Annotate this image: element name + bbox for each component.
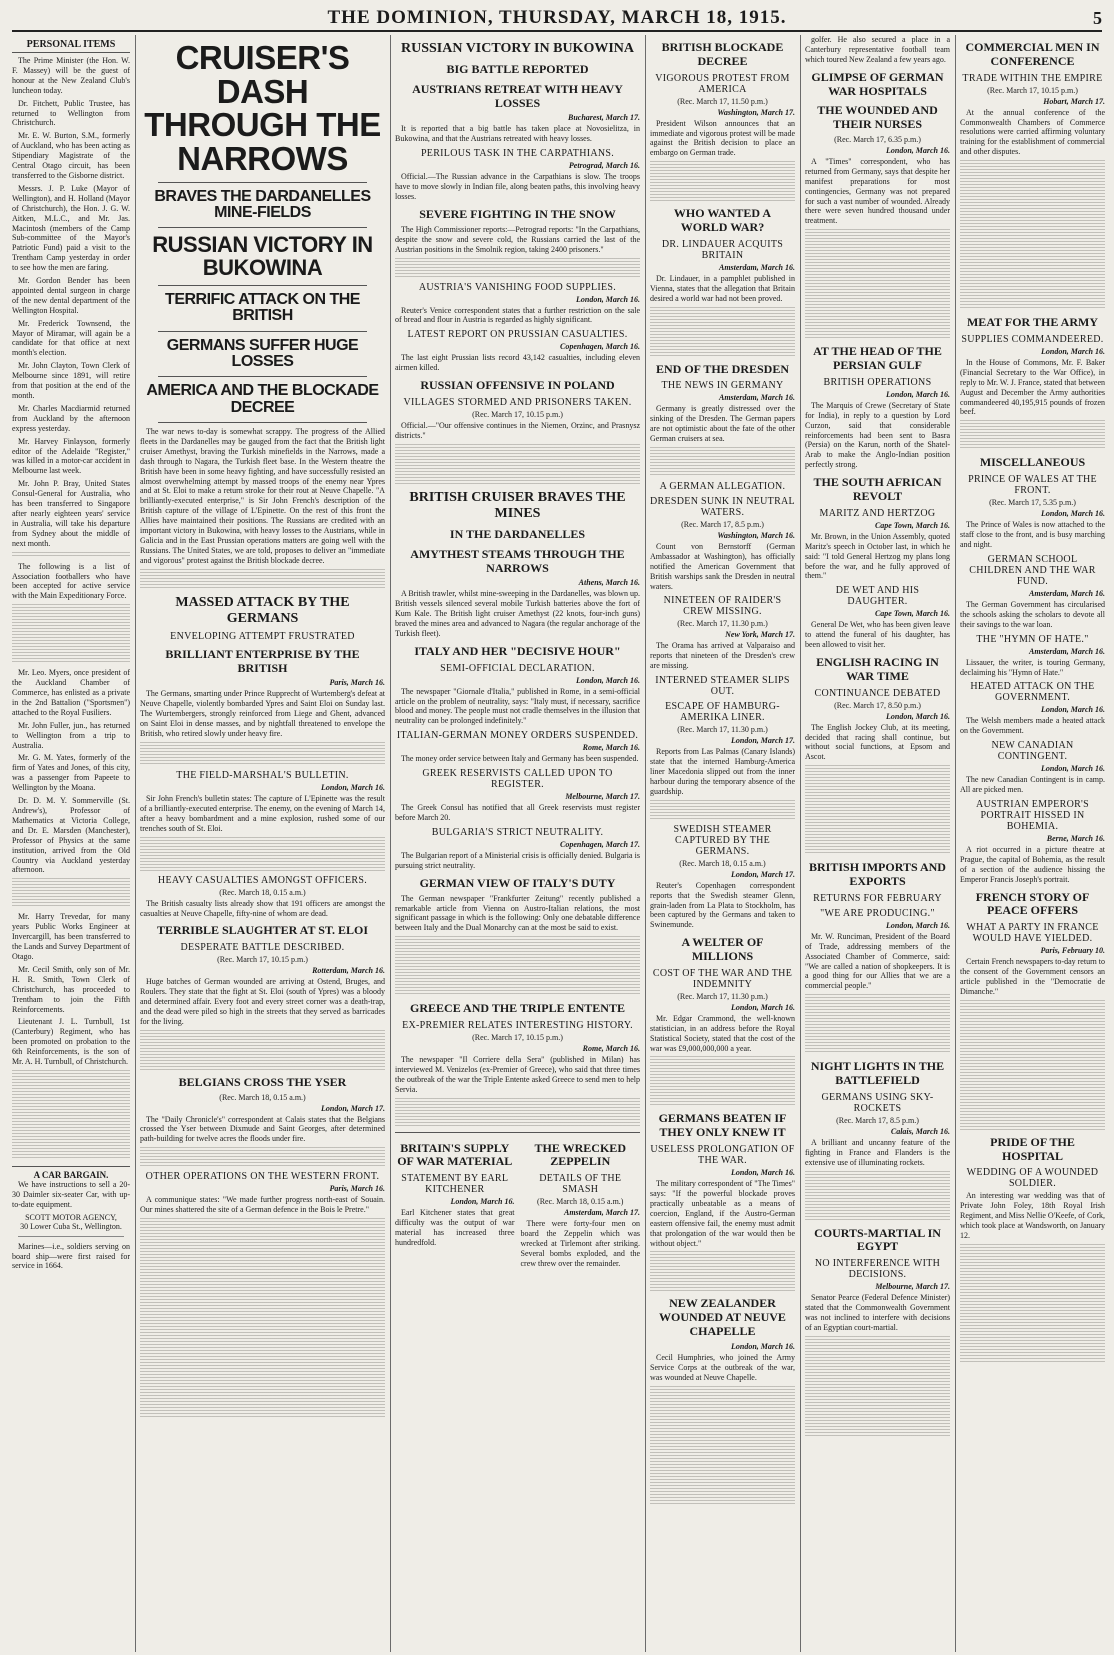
story-text: Lissauer, the writer, is touring Germany, declaiming his "Hymn of Hate." [960,657,1105,677]
story-text: Mr. Brown, in the Union Assembly, quoted Maritz's speech in October last, in which he said: "I told General Hertzog my plans long before the war, and he fully approved of them." [805,531,950,581]
story-headline: THE FIELD-MARSHAL'S BULLETIN. [176,770,349,781]
story-headline: MASSED ATTACK BY THE GERMANS [175,594,350,626]
personal-item: Dr. D. M. Y. Sommerville (St. Andrew's), Professor of Mathematics at Victoria College, and Dr. E. Marsden (Manchester), Professor of Physics at the same institution, arrived from the Old Country via Auckland yesterday afternoon. [12,796,130,875]
story-headline: END OF THE DRESDEN [655,361,790,376]
story-text: An interesting war wedding was that of Private John Foley, 18th Royal Irish Regiment, and Miss Nellie O'Keefe, of Cork, which took place at Wandsworth, on January 12. [960,1191,1105,1241]
story-headline: NINETEEN OF RAIDER'S CREW MISSING. [663,595,782,618]
dateline: London, March 16. [320,783,385,792]
story-headline: SEVERE FIGHTING IN THE SNOW [419,207,616,222]
dateline: Calais, March 16. [890,1126,950,1136]
story-text: Reuter's Copenhagen correspondent reports that the Swedish steamer Glenn, grain-laden from La Plata to Stockholm, has been captured by the Germans and taken to Swinemunde. [650,880,795,930]
personal-item: Messrs. J. P. Luke (Mayor of Wellington), and H. Holland (Mayor of Christchurch), the Hon. J. G. W. Aitken, M.L.C., and Mr. Jas. Macintosh (members of the Camp Sub-committee of the Mayor's Patriotic Fund) paid a visit to the Trentham Camp yesterday in order to see how the men are faring. [12,183,130,273]
story-headline: GERMAN SCHOOL CHILDREN AND THE WAR FUND. [969,553,1096,587]
story-subhead: THE NEWS IN GERMANY [661,380,784,392]
dateline: London, March 17. [320,1103,385,1113]
story-text: The Marquis of Crewe (Secretary of State for India), in reply to a question by Lord Curzon, said that considerable reinforcements had been sent to Basra (Persia) on the Karun, north of the Shatel-Arab to make the Anglo-Indian position perfectly strong. [805,400,950,470]
story-text: The new Canadian Contingent is in camp. All are picked men. [960,775,1105,795]
dateline: London, March 16. [575,294,640,304]
dateline: London, March 16. [1040,764,1105,774]
story-text: Reuter's Venice correspondent states that a further restriction on the sale of bread and flour in Austria is regarded as highly significant. [395,305,640,325]
personal-item: The following is a list of Association footballers who have been accepted for active service with the Main Expeditionary Force. [12,561,130,601]
personal-item: Mr. Charles Macdiarmid returned from Auckland by the afternoon express yesterday. [12,403,130,433]
dateline: Copenhagen, March 16. [559,342,640,352]
story-text: Certain French newspapers to-day return to the consent of the Government censors an article published in the "Democratie de Dimanche." [960,957,1105,996]
story-text: Mr. W. Runciman, President of the Board of Trade, addressing members of the Associated Chamber of Commerce, said: "We are called a nation of shopkeepers. It is a good thing for our Allies that we are a commercial people." [805,931,950,991]
story-subhead: NO INTERFERENCE WITH DECISIONS. [814,1258,941,1281]
personal-item: Mr. E. W. Burton, S.M., formerly of Auckland, who has been acting as Stipendiary Magistrate of the Central Otago circuit, has been transferred to the Gisborne district. [12,131,130,180]
deck-headline: BRAVES THE DARDANELLES MINE-FIELDS [154,187,371,221]
deck-headline: TERRIFIC ATTACK ON THE BRITISH [165,291,360,325]
story-headline: BRITISH CRUISER BRAVES THE MINES [409,489,626,521]
story-subhead: DRESDEN SUNK IN NEUTRAL WATERS. [650,495,795,518]
received-time: (Rec. March 17, 10.15 p.m.) [472,1033,563,1043]
dateline: Amsterdam, March 16. [1028,646,1105,656]
story-text: A British trawler, whilst mine-sweeping in the Dardanelles, was blown up. British vessels silenced several mobile Turkish batteries above the fort of Kum Kale. The British light cruiser Amethyst (22 knots, four-inch guns) braved the mines area and advanced to Nagara (the regular anchorage of the Turkish fleet). [395,589,640,638]
story-subhead: DESPERATE BATTLE DESCRIBED. [180,942,345,954]
personal-item: Mr. John P. Bray, United States Consul-General for Australia, who has been transferred to Singapore after nearly eighteen years' service in Australia, will take his departure from Sydney about the middle of next month. [12,479,130,548]
personal-item: The Prime Minister (the Hon. W. F. Massey) will be the guest of honour at the New Zealand Club's luncheon today. [12,56,130,95]
war-material-story [395,1136,515,1272]
story-text: Huge batches of German wounded are arriving at Ostend, Bruges, and Roulers. They state that the fight at St. Eloi (south of Ypres) was a bloody and determined affair. Every foot and every street corner was a death-trap, and the dead were piled so high in the streets that they served as barricades for the living. [140,977,385,1026]
story-text: The "Daily Chronicle's" correspondent at Calais states that the Belgians crossed the Yser between Dixmude and Saint Georges, after determined path-building for twelve acres the floods under fire. [140,1114,385,1144]
story-subhead: BRILLIANT ENTERPRISE BY THE BRITISH [165,646,360,675]
story-headline: PRIDE OF THE HOSPITAL [990,1134,1075,1163]
story-headline: RUSSIAN VICTORY IN BUKOWINA [400,41,635,56]
story-headline: AT THE HEAD OF THE PERSIAN GULF [813,344,942,373]
story-headline: A WELTER OF MILLIONS [681,935,764,964]
story-text: Sir John French's bulletin states: The capture of L'Epinette was the result of a brilliantly-executed enterprise. The enemy, on the evening of March 14, after a heavy bombardment and a mine explosion, rushed some of our trenches south of St. Eloi. [140,794,385,833]
story-headline: A GERMAN ALLEGATION. [659,480,786,492]
dateline: London, March 16. [730,1002,795,1012]
dateline: Paris, February 10. [1040,946,1105,956]
story-text: In the House of Commons, Mr. F. Baker (Financial Secretary to the War Office), in reply to Mr. W. J. France, stated that between August and December the Army authorities commandeered 40,195,915 pounds of frozen beef. [960,357,1105,417]
car-advertisement [12,1166,130,1231]
story-subhead: AUSTRIANS RETREAT WITH HEAVY LOSSES [412,81,623,110]
ad-agency: SCOTT MOTOR AGENCY, [25,1212,117,1222]
story-headline: DE WET AND HIS DAUGHTER. [835,585,920,608]
story-headline: BRITAIN'S SUPPLY OF WAR MATERIAL [397,1140,513,1169]
column-hospitals-racing [800,35,950,1652]
story-headline: NEW ZEALANDER WOUNDED AT NEUVE CHAPELLE [659,1296,786,1339]
dateline: London, March 16. [575,675,640,685]
personal-item: Mr. Harry Trevedar, for many years Public Works Engineer at Invercargill, has been transferred to the Lands and Survey Department of Otago. [12,912,130,961]
story-subhead: TRADE WITHIN THE EMPIRE [962,72,1103,84]
received-time: (Rec. March 17, 11.30 p.m.) [677,725,768,735]
story-subhead: BIG BATTLE REPORTED [446,62,589,77]
story-headline: COURTS-MARTIAL IN EGYPT [814,1225,941,1254]
personal-item: Mr. Gordon Bender has been appointed dental surgeon in charge of the new dental department of the Wellington Hospital. [12,276,130,315]
story-text: A "Times" correspondent, who has returned from Germany, says that despite her manifest preparations for most contingencies, Germany was not prepared for such a vast number of wounded. Already there were seven hundred thousand under treatment. [805,156,950,226]
story-text: The Orama has arrived at Valparaiso and reports that nineteen of the Dresden's crew are missing. [650,641,795,671]
story-subhead: GERMANS USING SKY-ROCKETS [821,1091,934,1114]
received-time: (Rec. March 17, 8.5 p.m.) [836,1115,919,1125]
dateline: London, March 16. [1040,346,1105,356]
dateline: Berne, March 16. [1046,834,1105,844]
dateline: London, March 16. [885,711,950,721]
story-subhead: MARITZ AND HERTZOG [819,507,936,519]
dateline: London, March 16. [1040,705,1105,715]
story-subhead: WEDDING OF A WOUNDED SOLDIER. [966,1167,1099,1190]
page-number: 5 [1093,7,1102,28]
story-headline: PRINCE OF WALES AT THE FRONT. [968,474,1097,497]
dateline: Rotterdam, March 16. [312,966,385,976]
received-time: (Rec. March 18, 0.15 a.m.) [219,887,306,897]
dateline: Washington, March 17. [717,107,795,117]
story-subhead: STATEMENT BY EARL KITCHENER [401,1173,509,1196]
column-russia-italy [390,35,640,1652]
dateline: Cape Town, March 16. [874,609,950,619]
story-headline: GREEK RESERVISTS CALLED UPON TO REGISTER. [422,768,613,791]
story-text: The last eight Prussian lists record 43,142 casualties, including eleven airmen killed. [395,353,640,373]
story-headline: HEATED ATTACK ON THE GOVERNMENT. [970,681,1095,704]
story-subhead: IN THE DARDANELLES [449,526,586,541]
column-personal-items [12,35,130,1652]
story-headline: GERMAN VIEW OF ITALY'S DUTY [419,875,616,890]
story-text: President Wilson announces that an immediate and vigorous protest will be made against the British decision to place an embargo on German trade. [650,118,795,158]
story-text: A brilliant and uncanny feature of the fighting in France and Flanders is the extensive use of illuminating rockets. [805,1137,950,1167]
column-commerce-misc [955,35,1105,1652]
dateline: Rome, March 16. [582,743,640,753]
received-time: (Rec. March 17, 10.15 p.m.) [987,85,1078,95]
ad-text: We have instructions to sell a 20-30 Daimler six-seater Car, with up-to-date equipment. [12,1179,130,1209]
dateline: London, March 16. [730,1168,795,1178]
story-text: A riot occurred in a picture theatre at Prague, the capital of Bohemia, as the result of a section of the audience hissing the Emperor Francis Joseph's portrait. [960,845,1105,884]
story-headline: BULGARIA'S STRICT NEUTRALITY. [431,827,604,839]
footer-note: Marines—i.e., soldiers serving on board ship—were first raised for service in 1664. [12,1241,130,1271]
story-subhead: DETAILS OF THE SMASH [539,1173,622,1196]
story-subhead: WHAT A PARTY IN FRANCE WOULD HAVE YIELDED. [966,922,1099,945]
story-subhead: ESCAPE OF HAMBURG-AMERIKA LINER. [665,701,780,724]
personal-item: Dr. Fitchett, Public Trustee, has returned to Wellington from Christchurch. [12,98,130,128]
dateline: Amsterdam, March 16. [1028,588,1105,598]
story-text: Count von Bernstorff (German Ambassador at Washington), has officially notified the American Government that British warships sank the Dresden in neutral waters. [650,541,795,591]
story-headline: INTERNED STEAMER SLIPS OUT. [655,675,790,698]
story-text: Official.—"Our offensive continues in the Niemen, Orzinc, and Prasnysz districts." [395,420,640,440]
story-text: The Germans, smarting under Prince Rupprecht of Wurtemberg's defeat at Neuve Chapelle, violently bombarded Ypres and Saint Eloi on Sunday last. The Wurtembergers, strongly reinforced from Liege and Ghent, advanced on Saint Eloi in dense masses, and by nightfall threatened to envelope the British, who retired slowly under heavy fire. [140,689,385,739]
personal-item: Mr. Cecil Smith, only son of Mr. H. R. Smith, Town Clerk of Christchurch, has proceeded to Trentham to join the Fifth Reinforcements. [12,964,130,1014]
dateline: Melbourne, March 17. [875,1282,950,1292]
personal-item: Mr. John Clayton, Town Clerk of Melbourne since 1891, will retire from that position at the end of the month. [12,361,130,400]
story-headline: NIGHT LIGHTS IN THE BATTLEFIELD [810,1059,945,1088]
story-text: The English Jockey Club, at its meeting, decided that racing shall continue, but without social functions, at Epsom and Ascot. [805,722,950,762]
story-subhead: VIGOROUS PROTEST FROM AMERICA [655,72,790,95]
received-time: (Rec. March 18, 0.15 a.m.) [679,858,766,868]
story-text: The newspaper "Giornale d'Italia," published in Rome, in a semi-official article on the problem of neutrality, says: "Italy must, if necessary, sacrifice blood and money. The people must not cradle themselves in the illusion that neutrality can be prolonged indefinitely." [395,686,640,726]
story-headline: MEAT FOR THE ARMY [966,315,1098,330]
story-headline: ENGLISH RACING IN WAR TIME [816,655,939,683]
story-headline: THE WRECKED ZEPPELIN [534,1140,626,1169]
story-headline: TERRIBLE SLAUGHTER AT ST. ELOI [156,923,369,938]
story-text: Reports from Las Palmas (Canary Islands) state that the interned Hamburg-America liner Macedonia slipped out from the inner harbour during the temporary absence of the guardship. [650,747,795,796]
dateline: Washington, March 16. [717,530,795,540]
dateline: London, March 16. [885,145,950,155]
story-text: The German newspaper "Frankfurter Zeitung" recently published a remarkable article from Vienna on Austro-Italian relations, the most significant passage in which is the following: Only one debatable difference between Italy and the Dual Monarchy can at the most be said to exist. [395,893,640,933]
dateline: London, March 16. [450,1197,515,1207]
story-text: The British casualty lists already show that 191 officers are amongst the casualties at Neuve Chapelle, fifty-nine of whom are dead. [140,898,385,918]
story-subhead: ENVELOPING ATTEMPT FRUSTRATED [170,630,355,642]
received-time: (Rec. March 18, 0.15 a.m.) [537,1197,624,1207]
zeppelin-story [521,1136,641,1272]
deck-headline: AMERICA AND THE BLOCKADE DECREE [146,382,379,416]
masthead [12,6,1102,32]
deck-headline: RUSSIAN VICTORY IN BUKOWINA [152,232,373,280]
story-subhead: BRITISH OPERATIONS [823,376,932,388]
story-subhead: CONTINUANCE DEBATED [814,687,941,699]
received-time: (Rec. March 17, 11.50 p.m.) [677,96,768,106]
story-headline: COMMERCIAL MEN IN CONFERENCE [965,40,1100,68]
dateline: Amsterdam, March 16. [718,262,795,272]
story-text: It is reported that a big battle has taken place at Novosielitza, in Bukowina, and that the Austrians retreated with heavy losses. [395,124,640,144]
dateline: New York, March 17. [725,630,795,640]
dateline: Paris, March 16. [329,678,385,688]
story-subhead: DR. LINDAUER ACQUITS BRITAIN [661,238,784,261]
story-subhead: COST OF THE WAR AND THE INDEMNITY [652,967,793,990]
dateline: London, March 16. [730,1341,795,1351]
story-headline: ITALY AND HER "DECISIVE HOUR" [414,643,621,658]
story-text: Dr. Lindauer, in a pamphlet published in Vienna, states that the allegation that Britain desired a world war had not been proved. [650,273,795,303]
dateline: London, March 17. [730,869,795,879]
deck-headline: GERMANS SUFFER HUGE LOSSES [166,336,359,371]
personal-item: Mr. Leo. Myers, once president of the Auckland Chamber of Commerce, has enlisted as a private in the 2nd Battalion ("Sportsmen") attached to the Royal Fusiliers. [12,668,130,717]
story-subhead: EX-PREMIER RELATES INTERESTING HISTORY. [402,1020,633,1032]
dateline: Amsterdam, March 17. [563,1208,640,1218]
column-blockade-dresden [645,35,795,1652]
story-text: There were forty-four men on board the Zeppelin which was wrecked at Tirlemont after striking. Several bombs exploded, and the crew threw over the remainder. [520,1219,640,1268]
story-text: The newspaper "Il Corriere della Sera" (published in Milan) has interviewed M. Venizelos (ex-Premier of Greece), who said that three times the outbreak of the war the Triple Entente asked Greece to send men to help Servia. [395,1055,640,1094]
received-time: (Rec. March 17, 11.30 p.m.) [677,991,768,1001]
dateline: Melbourne, March 17. [565,792,640,802]
story-headline: GLIMPSE OF GERMAN WAR HOSPITALS [811,69,944,98]
story-text: At the annual conference of the Commonwealth Chambers of Commerce resolutions were carried affirming voluntary training for the establishment of commercial and other disputes. [960,107,1105,157]
story-headline: PERILOUS TASK IN THE CARPATHIANS. [420,148,615,160]
dateline: Copenhagen, March 17. [559,840,640,850]
story-subhead: SEMI-OFFICIAL DECLARATION. [440,662,595,674]
story-text: golfer. He also secured a place in a Canterbury representative football team which toured New Zealand a few years ago. [805,35,950,64]
personal-item: Mr. John Fuller, jun., has returned to Wellington from a trip to Australia. [12,720,130,750]
story-headline: FRENCH STORY OF PEACE OFFERS [975,889,1090,918]
story-quote: "WE ARE PRODUCING." [820,907,935,919]
received-time: (Rec. March 17, 10.15 p.m.) [472,409,563,419]
story-headline: THE SOUTH AFRICAN REVOLT [813,475,942,503]
ad-address: 30 Lower Cuba St., Wellington. [20,1221,122,1231]
story-headline: AUSTRIAN EMPEROR'S PORTRAIT HISSED IN BOHEMIA. [975,799,1090,833]
section-title: PERSONAL ITEMS [12,39,130,53]
story-text: Earl Kitchener states that great difficulty was the output of war material has increased three hundredfold. [395,1208,515,1247]
column-main-news [135,35,385,1652]
story-headline: WHO WANTED A WORLD WAR? [673,206,772,235]
masthead-title: THE DOMINION, THURSDAY, MARCH 18, 1915. [327,7,787,28]
story-text: The Welsh members made a heated attack on the Government. [960,716,1105,736]
story-subhead: SUPPLIES COMMANDEERED. [961,333,1104,345]
dateline: London, March 16. [1040,509,1105,519]
story-headline: AUSTRIA'S VANISHING FOOD SUPPLIES. [418,281,617,293]
received-time: (Rec. March 17, 6.35 p.m.) [834,134,921,144]
story-text: The Greek Consul has notified that all Greek reservists must register before March 20. [395,803,640,823]
story-text: Germany is greatly distressed over the sinking of the Dresden. The German papers are not optimistic about the fate of the other German cruisers at sea. [650,404,795,444]
received-time: (Rec. March 17, 5.35 p.m.) [989,498,1076,508]
personal-item: Mr. G. M. Yates, formerly of the firm of Yates and Jones, of this city, was a passenger from Papeete to Wellington by the Moana. [12,753,130,793]
story-headline: GERMANS BEATEN IF THEY ONLY KNEW IT [658,1111,787,1140]
ad-title: A CAR BARGAIN. [33,1169,109,1180]
story-headline: SWEDISH STEAMER CAPTURED BY THE GERMANS. [673,823,772,857]
received-time: (Rec. March 17, 8.5 p.m.) [681,519,764,529]
received-time: (Rec. March 17, 11.30 p.m.) [677,619,768,629]
story-text: The Bulgarian report of a Ministerial crisis is officially denied. Bulgaria is pursuing strict neutrality. [395,851,640,870]
story-text: The money order service between Italy and Germany has been suspended. [401,754,639,764]
story-headline: BRITISH IMPORTS AND EXPORTS [809,860,946,889]
story-text: Cecil Humphries, who joined the Army Service Corps at the outbreak of the war, was wounded at Neuve Chapelle. [650,1352,795,1382]
received-time: (Rec. March 18, 0.15 a.m.) [219,1092,306,1102]
received-time: (Rec. March 17, 10.15 p.m.) [217,955,308,965]
main-headline: CRUISER'S DASH THROUGH THE NARROWS [144,39,381,177]
story-headline: OTHER OPERATIONS ON THE WESTERN FRONT. [145,1171,380,1183]
story-text: The Prince of Wales is now attached to the staff close to the front, and is busy marching and night. [960,520,1105,549]
story-subhead: USELESS PROLONGATION OF THE WAR. [650,1144,795,1167]
story-headline: THE "HYMN OF HATE." [976,633,1089,645]
dateline: Amsterdam, March 16. [718,393,795,403]
dateline: Athens, March 16. [578,578,640,588]
story-text: Official.—The Russian advance in the Carpathians is slow. The troops have to move slowly in Indian file, along beaten paths, this involving heavy losses. [395,172,640,202]
dateline: Paris, March 16. [329,1184,385,1194]
dateline: Bucharest, March 17. [567,113,640,123]
dateline: Petrograd, March 16. [568,161,640,171]
personal-item: Lieutenant J. L. Turnbull, 1st (Canterbury) Regiment, who has been promoted on probation to the 6th Reinforcements, is the son of Mr. A. H. Turnbull, of Christchurch. [12,1017,130,1067]
story-headline: BRITISH BLOCKADE DECREE [661,40,784,68]
story-headline: GREECE AND THE TRIPLE ENTENTE [410,1001,625,1016]
columns [12,35,1105,1652]
story-text: A communique states: "We made further progress north-east of Souain. Our mines shattered the site of a German defence in the Bois le Pretre." [140,1195,385,1215]
story-text: The military correspondent of "The Times" says: "If the powerful blockade proves practically unbeatable as a means of coercion, England, if the Austro-German eastern offensive fail, the enemy must admit that prolongation of the war would then be without object." [650,1179,795,1248]
dateline: Cape Town, March 16. [874,520,950,530]
dateline: Hobart, March 17. [1043,96,1105,106]
story-text: General De Wet, who has been given leave to attend the funeral of his daughter, has been allowed to visit her. [805,620,950,650]
story-subhead: AMYTHEST STEAMS THROUGH THE NARROWS [410,546,625,575]
story-text: The High Commissioner reports:—Petrograd reports: "In the Carpathians, despite the snow and severe cold, the Russians carried the last of the Austrian positions in the Smolnik region, taking 2400 prisoners." [395,224,640,254]
personal-item: Mr. Frederick Townsend, the Mayor of Miramar, will again be a candidate for that office at next month's election. [12,318,130,358]
story-subhead: THE WOUNDED AND THEIR NURSES [817,103,938,132]
personal-item: Mr. Harvey Finlayson, formerly editor of the Adelaide "Register," was killed in a motor-car accident in Melbourne last week. [12,436,130,476]
story-text: Senator Pearce (Federal Defence Minister) stated that the Commonwealth Government was not inclined to interfere with decisions of an Egyptian court-martial. [805,1293,950,1332]
story-headline: NEW CANADIAN CONTINGENT. [991,740,1074,763]
bottom-stories [395,1132,640,1272]
story-subhead: VILLAGES STORMED AND PRISONERS TAKEN. [403,396,632,408]
received-time: (Rec. March 17, 8.50 p.m.) [834,700,921,710]
story-text: The German Government has circularised the schools asking the scholars to devote all their savings to the war loan. [960,599,1105,629]
story-headline: LATEST REPORT ON PRUSSIAN CASUALTIES. [407,329,628,341]
section-headline: MISCELLANEOUS [979,455,1086,470]
dateline: Rome, March 16. [582,1044,640,1054]
story-subhead: RETURNS FOR FEBRUARY [813,892,942,904]
war-summary: The war news to-day is somewhat scrappy. The progress of the Allied fleets in the Dardanelles may be gauged from the fact that the British light cruiser Amethyst, braving the Turkish minefields in the Narrows, made a dash through to Nagara, the Turkish fleet base. In the Western theatre the British have been in some heavy fighting, and have successfully resisted an almost overwhelming attempt by massed troops of the enemy near Ypres and at St. Eloi to make a return stroke for their rout at Neuve Chapelle. "A brilliantly-executed enterprise," is Sir John French's description of the British capture of the village of L'Epinette. On the rest of this front the Allies have maintained their positions. The Russians are credited with an important victory in Bukowina, with heavy losses to the Austrians, while in Galicia and in the East Prussian operations matters are going well with the Russians. The United States, we are told, proposes to deliver an "immediate and vigorous" protest against the British blockade decree. [140,427,385,565]
story-text: Mr. Edgar Crammond, the well-known statistician, in an address before the Royal Statistical Society, stated that the cost of the war was £9,000,000,000 a year. [650,1013,795,1053]
story-headline: HEAVY CASUALTIES AMONGST OFFICERS. [157,874,368,886]
dateline: London, March 17. [730,736,795,746]
story-headline: ITALIAN-GERMAN MONEY ORDERS SUSPENDED. [396,730,639,742]
story-headline: BELGIANS CROSS THE YSER [178,1074,347,1089]
dateline: London, March 16. [885,920,950,930]
dateline: London, March 16. [885,389,950,399]
story-headline: RUSSIAN OFFENSIVE IN POLAND [420,378,615,393]
